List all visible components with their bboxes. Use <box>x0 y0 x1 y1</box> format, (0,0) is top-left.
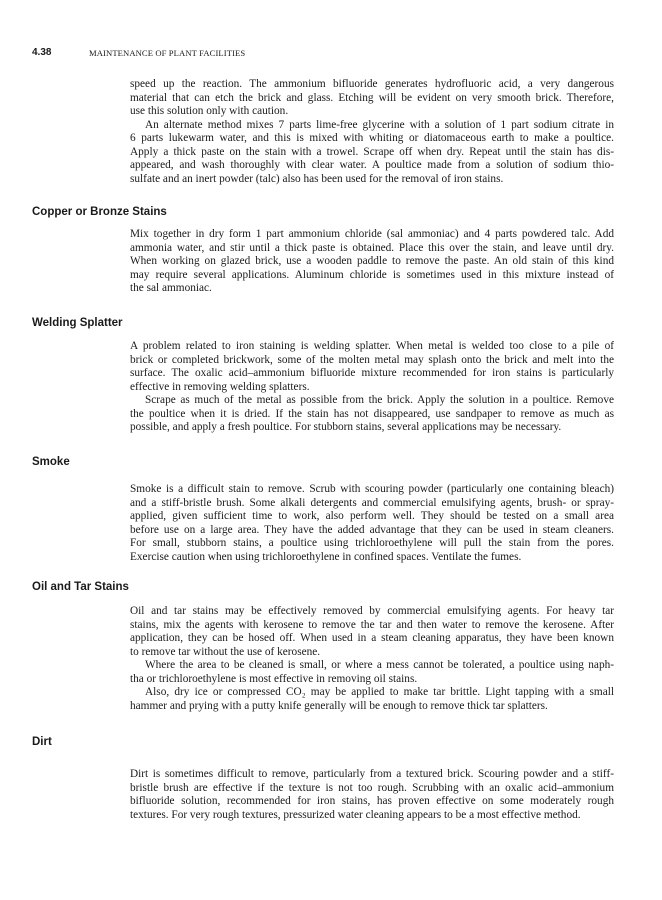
text-line: stains, mix the agents with kerosene to remove the tar and then water to remove the kerosene. After <box>130 618 614 631</box>
text-line: speed up the reaction. The ammonium bifluoride generates hydrofluoric acid, a very dangerous <box>130 78 614 90</box>
text-line: ammonia water, and stir until a thick paste is obtained. Place this over the stain, and leave until dry. <box>130 241 614 254</box>
paragraph <box>130 659 614 686</box>
text-line: surface. The oxalic acid–ammonium bifluoride mixture recommended for iron stains is particularly <box>130 367 614 379</box>
section-body <box>130 605 614 713</box>
text-line: bifluoride solution, recommended for iron stains, has proven effective on some moderately rough <box>130 795 614 807</box>
page-number: 4.38 <box>32 47 52 58</box>
paragraph <box>130 78 614 119</box>
text-line: Also, dry ice or compressed CO₂ may be applied to make tar brittle. Light tapping with a small <box>145 686 614 698</box>
text-line: An alternate method mixes 7 parts lime-free glycerine with a solution of 1 part sodium citrate in <box>145 118 614 131</box>
text-line: applied, given sufficient time to work, also perform well. They should be tested on a small area <box>130 510 614 522</box>
section-heading: Welding Splatter <box>32 317 123 329</box>
paragraph <box>130 119 614 187</box>
section-heading: Copper or Bronze Stains <box>32 206 167 218</box>
text-line: Smoke is a difficult stain to remove. Scrub with scouring powder (particularly one containing bleach) <box>130 483 614 495</box>
paragraph <box>130 340 614 394</box>
text-line: brick or completed brickwork, some of the molten metal may splash onto the brick and melt into the <box>130 353 614 366</box>
text-line: bristle brush are effective if the texture is not too rough. Scrubbing with an oxalic acid–ammonium <box>130 781 614 794</box>
paragraph <box>130 483 614 564</box>
section-body <box>130 483 614 564</box>
text-line: For small, stubborn stains, a poultice using trichloroethylene will pull the stain from the pores. <box>130 537 614 549</box>
text-line: the poultice when it is dried. If the stain has not disappeared, use sandpaper to remove as much as <box>130 407 614 420</box>
text-line: possible, and apply a fresh poultice. For stubborn stains, several applications may be necessary. <box>130 421 562 433</box>
text-line: Apply a thick paste on the stain with a trowel. Scrape off when dry. Repeat until the stain has dis- <box>130 145 614 158</box>
running-title: MAINTENANCE OF PLANT FACILITIES <box>89 48 246 58</box>
text-line: application, they can be hosed off. When used in a steam cleaning apparatus, they have been known <box>130 632 614 644</box>
text-line: appeared, and wash thoroughly with clear water. A poultice made from a solution of sodium thio- <box>130 159 614 171</box>
text-line: before use on a large area. They have the added advantage that they can be used in steam cleaners. <box>130 523 614 536</box>
text-line: sulfate and an inert powder (talc) also has been used for the removal of iron stains. <box>130 172 504 185</box>
text-line: textures. For very rough textures, pressurized water cleaning appears to be a most effective method. <box>130 808 581 821</box>
section-body <box>130 228 614 296</box>
section-heading: Dirt <box>32 736 52 748</box>
section-heading: Smoke <box>32 456 70 468</box>
text-line: Where the area to be cleaned is small, or where a mess cannot be tolerated, a poultice using naph- <box>145 659 614 671</box>
section-body <box>130 340 614 435</box>
text-line: effective in removing welding splatters. <box>130 380 310 393</box>
paragraph <box>130 605 614 659</box>
paragraph <box>130 394 614 435</box>
text-line: to remove tar without the use of kerosene. <box>130 645 321 658</box>
text-line: Exercise caution when using trichloroethylene in confined spaces. Ventilate the fumes. <box>130 550 522 563</box>
text-line: the sal ammoniac. <box>130 282 212 294</box>
paragraph <box>130 768 614 822</box>
paragraph <box>130 686 614 713</box>
section-body <box>130 768 614 822</box>
section-body <box>130 78 614 186</box>
text-line: A problem related to iron staining is welding splatter. When metal is welded too close to a pile of <box>130 340 614 352</box>
text-line: material that can etch the brick and glass. Etching will be evident on very smooth brick. Therefore, <box>130 91 614 104</box>
text-line: hammer and prying with a putty knife generally will be enough to remove thick tar splatters. <box>130 699 548 712</box>
text-line: Scrape as much of the metal as possible from the brick. Apply the solution in a poultice. Remove <box>145 394 614 406</box>
text-line: use this solution only with caution. <box>130 105 289 117</box>
paragraph <box>130 228 614 296</box>
text-line: tha or trichloroethylene is most effective in removing oil stains. <box>130 672 418 685</box>
text-line: may require several applications. Aluminum chloride is sometimes used in this mixture instead of <box>130 268 614 281</box>
text-line: Mix together in dry form 1 part ammonium chloride (sal ammoniac) and 4 parts powdered talc. Add <box>130 228 614 240</box>
text-line: When working on glazed brick, use a wooden paddle to remove the paste. An old stain of this kind <box>130 255 614 267</box>
section-heading: Oil and Tar Stains <box>32 581 129 593</box>
text-line: and a stiff-bristle brush. Some alkali detergents and commercial emulsifying agents, brush- or spray- <box>130 496 614 509</box>
text-line: 6 parts lukewarm water, and this is mixed with whiting or diatomaceous earth to make a poultice. <box>130 132 614 144</box>
text-line: Oil and tar stains may be effectively removed by commercial emulsifying agents. For heavy tar <box>130 605 614 617</box>
text-line: Dirt is sometimes difficult to remove, particularly from a textured brick. Scouring powder and a stiff- <box>130 768 614 780</box>
